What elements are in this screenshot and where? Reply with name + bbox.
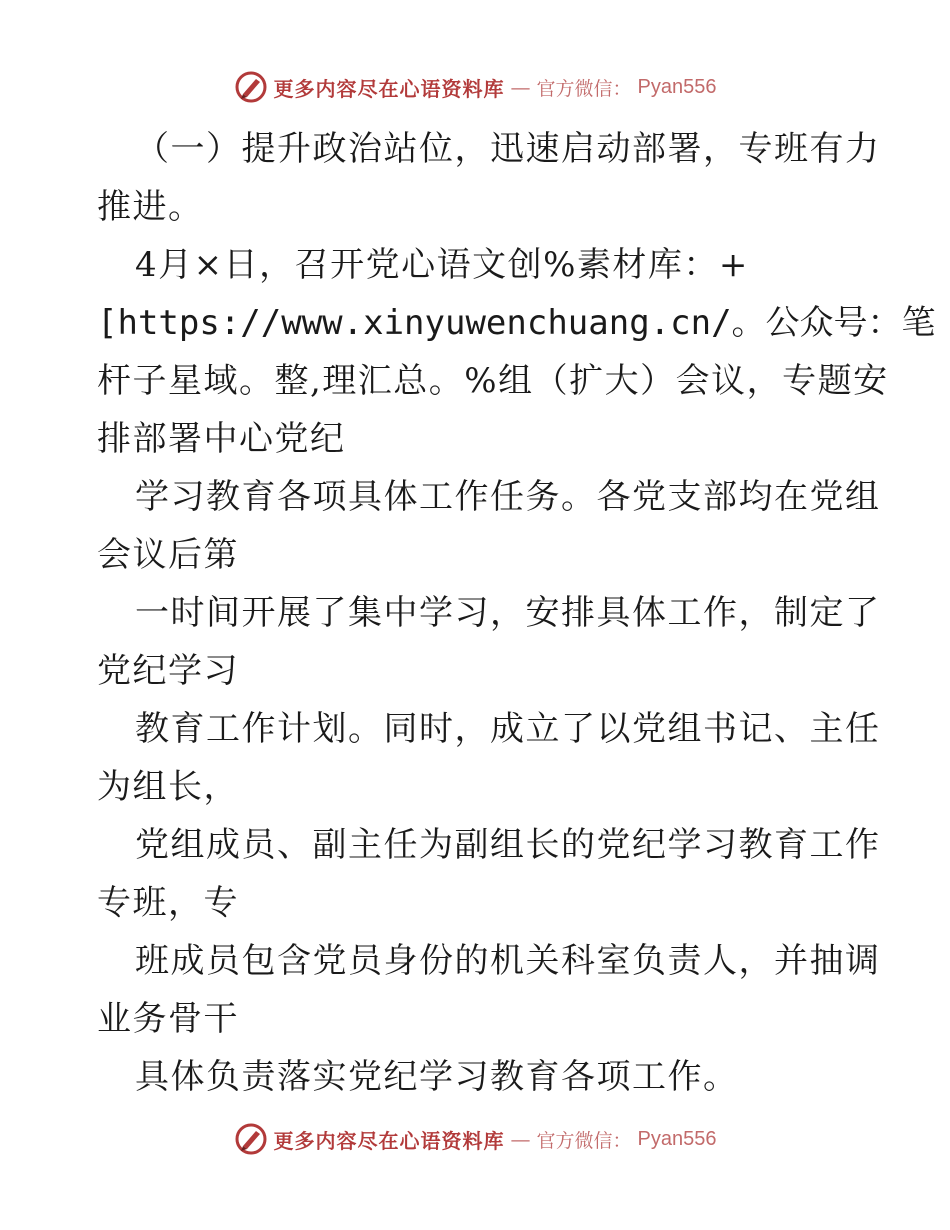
text-line: 党组成员、副主任为副组长的党纪学习教育工作	[135, 825, 881, 865]
watermark-wechat-id: Pyan556	[637, 1127, 717, 1150]
url-line: [https://www.xinyuwenchuang.cn/。公众号：笔	[97, 303, 936, 343]
document-body	[97, 120, 936, 1106]
section-heading: （一）提升政治站位，迅速启动部署，专班有力	[135, 129, 881, 169]
watermark-official-label: 官方微信：	[536, 77, 632, 100]
text-line: 4月×日，召开党心语文创%素材库：+	[135, 245, 749, 285]
text-line: 为组长，	[97, 767, 239, 807]
pen-logo-icon	[234, 70, 268, 104]
text-line: 会议后第	[97, 535, 239, 575]
text-line: 专班，专	[97, 883, 239, 923]
watermark-brand: 更多内容尽在心语资料库	[273, 1128, 505, 1153]
watermark-dash: —	[510, 1127, 531, 1151]
text-line: 杆子星域。整,理汇总。%组（扩大）会议，专题安	[97, 361, 889, 401]
text-line: 排部署中心党纪	[97, 419, 346, 459]
watermark-brand: 更多内容尽在心语资料库	[273, 76, 505, 101]
text-line: 一时间开展了集中学习，安排具体工作，制定了	[135, 593, 881, 633]
text-line: 具体负责落实党纪学习教育各项工作。	[135, 1057, 739, 1097]
header-watermark	[0, 70, 950, 104]
footer-watermark	[0, 1122, 950, 1156]
text-line: 教育工作计划。同时，成立了以党组书记、主任	[135, 709, 881, 749]
text-line: 业务骨干	[97, 999, 239, 1039]
text-line: 推进。	[97, 187, 204, 227]
text-line: 党纪学习	[97, 651, 239, 691]
text-line: 班成员包含党员身份的机关科室负责人，并抽调	[135, 941, 881, 981]
watermark-wechat-id: Pyan556	[637, 75, 717, 98]
text-line: 学习教育各项具体工作任务。各党支部均在党组	[135, 477, 881, 517]
watermark-official-label: 官方微信：	[536, 1129, 632, 1152]
watermark-dash: —	[510, 75, 531, 99]
pen-logo-icon	[234, 1122, 268, 1156]
